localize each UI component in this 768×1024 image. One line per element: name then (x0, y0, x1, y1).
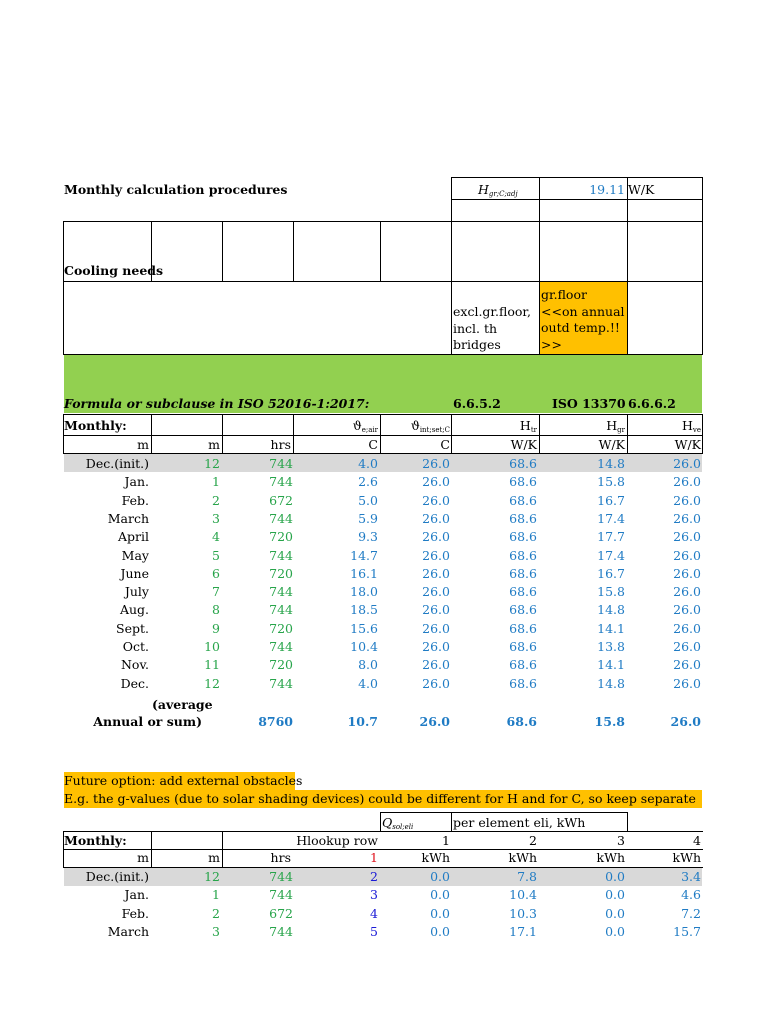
table1-theta-e-cell: 10.4 (350, 639, 378, 654)
table1-hrs-cell: 744 (269, 547, 293, 563)
table2-e2-cell: 7.8 (517, 869, 537, 884)
table1-hve-cell: 26.0 (673, 565, 701, 581)
table1-hrs-cell: 744 (269, 474, 293, 490)
table1-m-cell: 6 (212, 565, 220, 581)
table1-htr-cell: 68.6 (509, 639, 537, 654)
table1-hrs-cell: 744 (269, 584, 293, 600)
table2-e1-cell: 0.0 (430, 887, 450, 903)
h-gr-c-adj-label: $H_{gr;C;adj}$ (478, 182, 518, 198)
table1-theta-e-cell: 2.6 (358, 474, 378, 490)
theta-e-air-header: $ϑ_{e;air}$ (352, 418, 378, 434)
theta-int-set-c-header: $ϑ_{int;set;C}$ (410, 418, 450, 434)
hlookup-row-label: Hlookup row (296, 833, 378, 848)
table2-row-cell: 2 (370, 869, 378, 884)
table1-hrs-cell: 720 (269, 565, 293, 581)
table2-e3-cell: 0.0 (605, 869, 625, 884)
table1-hgr-cell: 13.8 (597, 639, 625, 654)
table1-htr-cell: 68.6 (509, 529, 537, 545)
table1-hve-cell: 26.0 (673, 529, 701, 545)
element-3-number: 3 (617, 833, 625, 848)
table2-row-cell: 3 (370, 887, 378, 903)
element-1-number: 1 (442, 833, 450, 848)
table1-htr-cell: 68.6 (509, 456, 537, 471)
table1-hgr-cell: 17.4 (597, 510, 625, 526)
table1-theta-int-cell: 26.0 (422, 565, 450, 581)
table1-hve-cell: 26.0 (673, 492, 701, 508)
table1-hve-cell: 26.0 (673, 547, 701, 563)
table2-hrs-cell: 744 (269, 887, 293, 903)
table1-theta-e-cell: 18.0 (350, 584, 378, 600)
table2-month-cell: March (107, 923, 149, 939)
unit-theta-e: C (368, 437, 378, 452)
table1-hrs-cell: 720 (269, 620, 293, 636)
table2-e1-cell: 0.0 (430, 905, 450, 921)
t2-unit-row: 1 (370, 850, 378, 865)
table1-theta-int-cell: 26.0 (422, 529, 450, 545)
table1-hrs-cell: 744 (269, 602, 293, 618)
table1-theta-e-cell: 14.7 (350, 547, 378, 563)
table1-hrs-cell: 720 (269, 657, 293, 673)
table1-hgr-cell: 14.8 (597, 602, 625, 618)
table1-htr-cell: 68.6 (509, 620, 537, 636)
t2-unit-hrs: hrs (270, 850, 291, 865)
table1-theta-e-cell: 15.6 (350, 620, 378, 636)
table2-month-cell: Dec.(init.) (85, 869, 149, 884)
hve-header: $H_{ve}$ (681, 418, 701, 434)
table2-month-cell: Jan. (124, 887, 149, 903)
unit-hve: W/K (674, 437, 701, 452)
table2-row-cell: 4 (370, 905, 378, 921)
unit-hrs: hrs (270, 437, 291, 452)
unit-m: m (208, 437, 220, 452)
unit-hgr: W/K (598, 437, 625, 452)
table1-month-cell: Oct. (122, 639, 149, 654)
table2-e1-cell: 0.0 (430, 869, 450, 884)
table1-month-cell: July (124, 584, 149, 600)
element-4-number: 4 (693, 833, 701, 848)
table1-m-cell: 12 (204, 456, 220, 471)
table1-hve-cell: 26.0 (673, 474, 701, 490)
table2-e2-cell: 17.1 (509, 923, 537, 939)
table1-hgr-cell: 15.8 (597, 474, 625, 490)
table1-m-cell: 7 (212, 584, 220, 600)
annual-theta-int: 26.0 (419, 714, 450, 729)
t2-unit-e3: kWh (596, 850, 625, 865)
table2-hrs-cell: 744 (269, 923, 293, 939)
table1-theta-e-cell: 5.0 (358, 492, 378, 508)
table1-hgr-cell: 14.8 (597, 675, 625, 691)
table2-e2-cell: 10.3 (509, 905, 537, 921)
t2-unit-e1: kWh (421, 850, 450, 865)
table1-hve-cell: 26.0 (673, 584, 701, 600)
hgr-note: gr.floor <<on annual outd temp.!! >> (541, 287, 625, 352)
table2-m-cell: 12 (204, 869, 220, 884)
table2-row-cell: 5 (370, 923, 378, 939)
table1-theta-e-cell: 5.9 (358, 510, 378, 526)
table1-hgr-cell: 16.7 (597, 492, 625, 508)
table1-theta-int-cell: 26.0 (422, 584, 450, 600)
table1-month-cell: Aug. (119, 602, 149, 618)
annual-hrs: 8760 (258, 714, 293, 729)
table1-htr-cell: 68.6 (509, 565, 537, 581)
table2-e3-cell: 0.0 (605, 887, 625, 903)
formula-row-label: Formula or subclause in ISO 52016-1:2017: (64, 396, 370, 411)
table1-theta-e-cell: 9.3 (358, 529, 378, 545)
table1-theta-int-cell: 26.0 (422, 675, 450, 691)
table1-hrs-cell: 744 (269, 456, 293, 471)
table1-m-cell: 9 (212, 620, 220, 636)
table1-m-cell: 8 (212, 602, 220, 618)
table1-theta-int-cell: 26.0 (422, 510, 450, 526)
table1-hrs-cell: 744 (269, 510, 293, 526)
table1-month-cell: Sept. (116, 620, 149, 636)
table1-month-cell: Nov. (120, 657, 149, 673)
table1-m-cell: 2 (212, 492, 220, 508)
table2-e4-cell: 4.6 (681, 887, 701, 903)
table1-theta-int-cell: 26.0 (422, 620, 450, 636)
table2-hrs-cell: 744 (269, 869, 293, 884)
table2-m-cell: 2 (212, 905, 220, 921)
table1-hve-cell: 26.0 (673, 510, 701, 526)
table1-htr-cell: 68.6 (509, 584, 537, 600)
table1-month-cell: June (120, 565, 149, 581)
table1-theta-e-cell: 4.0 (358, 675, 378, 691)
table1-hgr-cell: 16.7 (597, 565, 625, 581)
table1-hve-cell: 26.0 (673, 639, 701, 654)
table1-month-cell: April (118, 529, 149, 545)
annual-label-line2: Annual or sum) (93, 714, 202, 729)
table1-hve-cell: 26.0 (673, 602, 701, 618)
gvalue-note: E.g. the g-values (due to solar shading devices) could be different for H and for C, so keep separate (64, 791, 696, 806)
h-gr-c-adj-value[interactable]: 19.11 (589, 182, 625, 197)
annual-htr: 68.6 (506, 714, 537, 729)
table2-e3-cell: 0.0 (605, 923, 625, 939)
unit-htr: W/K (510, 437, 537, 452)
per-element-label: per element eli, kWh (453, 815, 586, 830)
table1-htr-cell: 68.6 (509, 547, 537, 563)
table1-hve-cell: 26.0 (673, 620, 701, 636)
table1-month-cell: Feb. (121, 492, 149, 508)
table1-hgr-cell: 15.8 (597, 584, 625, 600)
table2-monthly-label: Monthly: (64, 833, 127, 848)
table2-e1-cell: 0.0 (430, 923, 450, 939)
t2-unit-e2: kWh (508, 850, 537, 865)
table1-theta-int-cell: 26.0 (422, 456, 450, 471)
hgr-header: $H_{gr}$ (606, 418, 625, 434)
table1-theta-e-cell: 8.0 (358, 657, 378, 673)
table2-m-cell: 3 (212, 923, 220, 939)
annual-hgr: 15.8 (594, 714, 625, 729)
table1-theta-int-cell: 26.0 (422, 639, 450, 654)
table1-hrs-cell: 744 (269, 639, 293, 654)
table1-htr-cell: 68.6 (509, 510, 537, 526)
table2-m-cell: 1 (212, 887, 220, 903)
table1-htr-cell: 68.6 (509, 474, 537, 490)
table1-htr-cell: 68.6 (509, 675, 537, 691)
table1-hgr-cell: 14.1 (597, 657, 625, 673)
cooling-needs-label: Cooling needs (64, 263, 164, 278)
table2-e3-cell: 0.0 (605, 905, 625, 921)
annual-theta-e: 10.7 (347, 714, 378, 729)
table1-hve-cell: 26.0 (673, 657, 701, 673)
q-sol-eli-label: $Q_{sol;eli}$ (382, 815, 414, 831)
table1-monthly-label: Monthly: (64, 418, 127, 433)
table1-month-cell: March (107, 510, 149, 526)
table1-m-cell: 12 (204, 675, 220, 691)
table1-theta-int-cell: 26.0 (422, 492, 450, 508)
table1-theta-e-cell: 4.0 (358, 456, 378, 471)
annual-hve: 26.0 (670, 714, 701, 729)
table1-m-cell: 3 (212, 510, 220, 526)
t2-unit-month: m (137, 850, 149, 865)
table1-m-cell: 10 (204, 639, 220, 654)
htr-clause-ref: 6.6.5.2 (453, 396, 501, 411)
table1-htr-cell: 68.6 (509, 657, 537, 673)
table1-hrs-cell: 744 (269, 675, 293, 691)
htr-header: $H_{tr}$ (519, 418, 537, 434)
table1-theta-int-cell: 26.0 (422, 657, 450, 673)
table1-m-cell: 5 (212, 547, 220, 563)
table1-htr-cell: 68.6 (509, 492, 537, 508)
table2-hrs-cell: 672 (269, 905, 293, 921)
t2-unit-e4: kWh (672, 850, 701, 865)
h-gr-c-adj-unit: W/K (628, 182, 655, 197)
table1-theta-e-cell: 16.1 (350, 565, 378, 581)
table1-htr-cell: 68.6 (509, 602, 537, 618)
table1-hve-cell: 26.0 (673, 675, 701, 691)
table1-month-cell: Dec. (120, 675, 149, 691)
t2-unit-m: m (208, 850, 220, 865)
table1-month-cell: Dec.(init.) (85, 456, 149, 471)
table1-theta-int-cell: 26.0 (422, 602, 450, 618)
table1-theta-int-cell: 26.0 (422, 474, 450, 490)
table1-hgr-cell: 14.8 (597, 456, 625, 471)
table1-m-cell: 4 (212, 529, 220, 545)
table1-hve-cell: 26.0 (673, 456, 701, 471)
table1-m-cell: 11 (204, 657, 220, 673)
table1-month-cell: May (121, 547, 149, 563)
table2-e4-cell: 7.2 (681, 905, 701, 921)
table1-m-cell: 1 (212, 474, 220, 490)
table2-e4-cell: 3.4 (681, 869, 701, 884)
hgr-clause-ref: ISO 13370 (552, 396, 626, 411)
hve-clause-ref: 6.6.6.2 (628, 396, 676, 411)
table1-hrs-cell: 672 (269, 492, 293, 508)
future-option-note: Future option: add external obstacles (64, 773, 303, 788)
annual-label-line1: (average (152, 697, 213, 712)
unit-month: m (137, 437, 149, 452)
sheet-title: Monthly calculation procedures (64, 182, 288, 197)
table1-theta-e-cell: 18.5 (350, 602, 378, 618)
table1-theta-int-cell: 26.0 (422, 547, 450, 563)
element-2-number: 2 (529, 833, 537, 848)
unit-theta-int: C (440, 437, 450, 452)
table1-hgr-cell: 14.1 (597, 620, 625, 636)
table2-month-cell: Feb. (121, 905, 149, 921)
table1-hgr-cell: 17.4 (597, 547, 625, 563)
htr-note: excl.gr.floor, incl. th bridges (453, 304, 531, 352)
table1-hgr-cell: 17.7 (597, 529, 625, 545)
table1-month-cell: Jan. (124, 474, 149, 490)
table2-e2-cell: 10.4 (509, 887, 537, 903)
table2-e4-cell: 15.7 (673, 923, 701, 939)
table1-hrs-cell: 720 (269, 529, 293, 545)
